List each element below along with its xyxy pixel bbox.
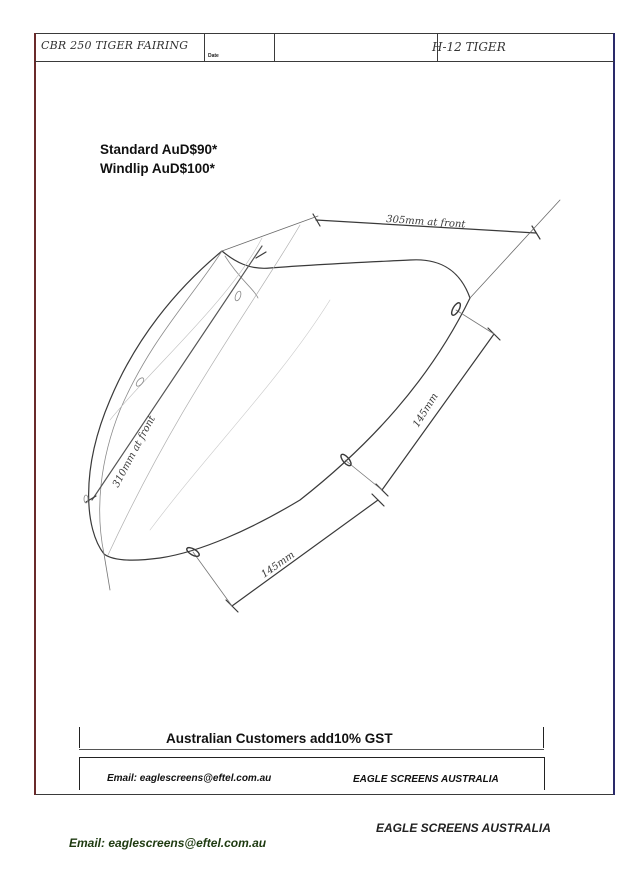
gst-note: Australian Customers add10% GST	[166, 731, 393, 746]
gst-note-box	[79, 727, 544, 748]
model-code: H-12 TIGER	[432, 40, 506, 54]
price-standard: Standard AuD$90*	[100, 142, 218, 157]
mounting-slot-top-right	[450, 301, 462, 316]
construction-line-2	[110, 238, 262, 420]
mounting-slot-left-top	[234, 290, 242, 301]
email-inner: Email: eaglescreens@eftel.com.au	[107, 773, 272, 784]
extension-line-right	[470, 200, 560, 298]
product-title: CBR 250 TIGER FAIRING	[41, 39, 189, 52]
screen-outline	[89, 251, 470, 560]
company-name-inner: EAGLE SCREENS AUSTRALIA	[353, 774, 499, 785]
screen-left-inner	[100, 251, 222, 554]
bottom-side-dimension-text: 145mm	[259, 549, 297, 581]
height-dimension-text: 310mm at front	[110, 414, 158, 490]
construction-line	[108, 225, 300, 555]
email-outer: Email: eaglescreens@eftel.com.au	[69, 836, 267, 850]
extension-line-left	[222, 216, 318, 251]
right-side-dimension-line	[382, 334, 494, 490]
price-windlip: Windlip AuD$100*	[100, 161, 215, 176]
bottom-side-dimension-line	[232, 500, 378, 606]
company-name-outer: EAGLE SCREENS AUSTRALIA	[376, 821, 551, 835]
right-side-dimension-text: 145mm	[411, 391, 441, 430]
contact-box	[79, 757, 545, 790]
width-dimension-text: 305mm at front	[385, 214, 466, 231]
construction-line-3	[150, 300, 330, 530]
date-label: Date	[208, 53, 219, 59]
height-dimension-line	[92, 246, 262, 500]
gst-divider	[79, 749, 544, 750]
